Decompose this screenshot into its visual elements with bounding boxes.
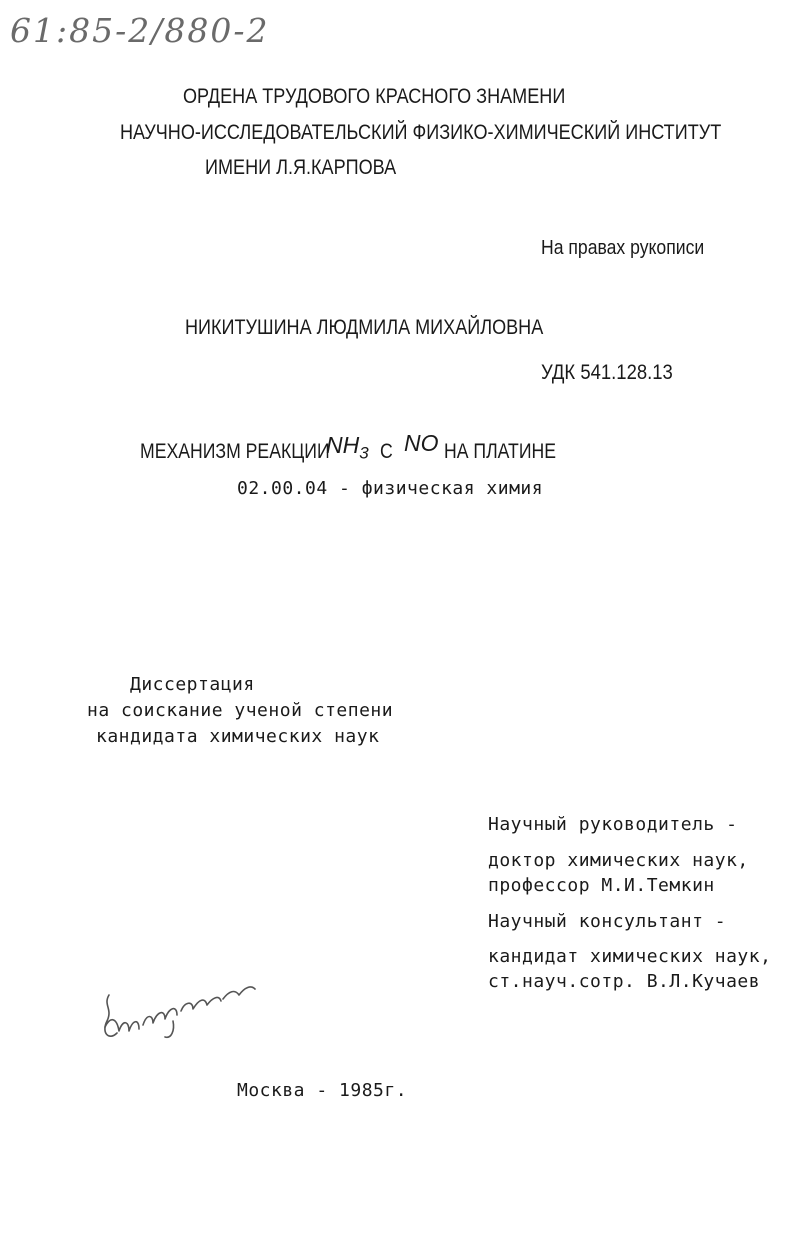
dissertation-line-2: на соискание ученой степени (87, 700, 394, 721)
supervisor-role: Научный руководитель - (488, 814, 738, 835)
archive-number: 61:85-2/880-2 (10, 11, 270, 50)
supervisor-name: профессор М.И.Темкин (488, 875, 715, 896)
manuscript-note: На правах рукописи (541, 237, 705, 259)
formula-nh3: $NH_3$ (326, 432, 369, 463)
formula-no: NO (404, 430, 439, 456)
udc-code: УДК 541.128.13 (541, 361, 673, 384)
city-year: Москва - 1985г. (237, 1080, 408, 1101)
title-part-2: С (380, 440, 393, 463)
institute-line-2: НАУЧНО-ИССЛЕДОВАТЕЛЬСКИЙ ФИЗИКО-ХИМИЧЕСКИЙ ИНСТИТУТ (120, 121, 722, 144)
consultant-name: ст.науч.сотр. В.Л.Кучаев (488, 971, 761, 992)
title-part-1: МЕХАНИЗМ РЕАКЦИИ (140, 440, 330, 463)
dissertation-line-3: кандидата химических наук (96, 726, 380, 747)
consultant-role: Научный консультант - (488, 911, 727, 932)
institute-line-1: ОРДЕНА ТРУДОВОГО КРАСНОГО ЗНАМЕНИ (183, 85, 566, 108)
title-part-3: НА ПЛАТИНЕ (444, 440, 557, 463)
consultant-degree: кандидат химических наук, (488, 946, 772, 967)
institute-line-3: ИМЕНИ Л.Я.КАРПОВА (205, 156, 397, 179)
author-signature (95, 975, 275, 1055)
dissertation-line-1: Диссертация (130, 674, 255, 695)
specialty-code: 02.00.04 - физическая химия (237, 478, 544, 499)
author-name: НИКИТУШИНА ЛЮДМИЛА МИХАЙЛОВНА (185, 316, 544, 339)
supervisor-degree: доктор химических наук, (488, 850, 749, 871)
